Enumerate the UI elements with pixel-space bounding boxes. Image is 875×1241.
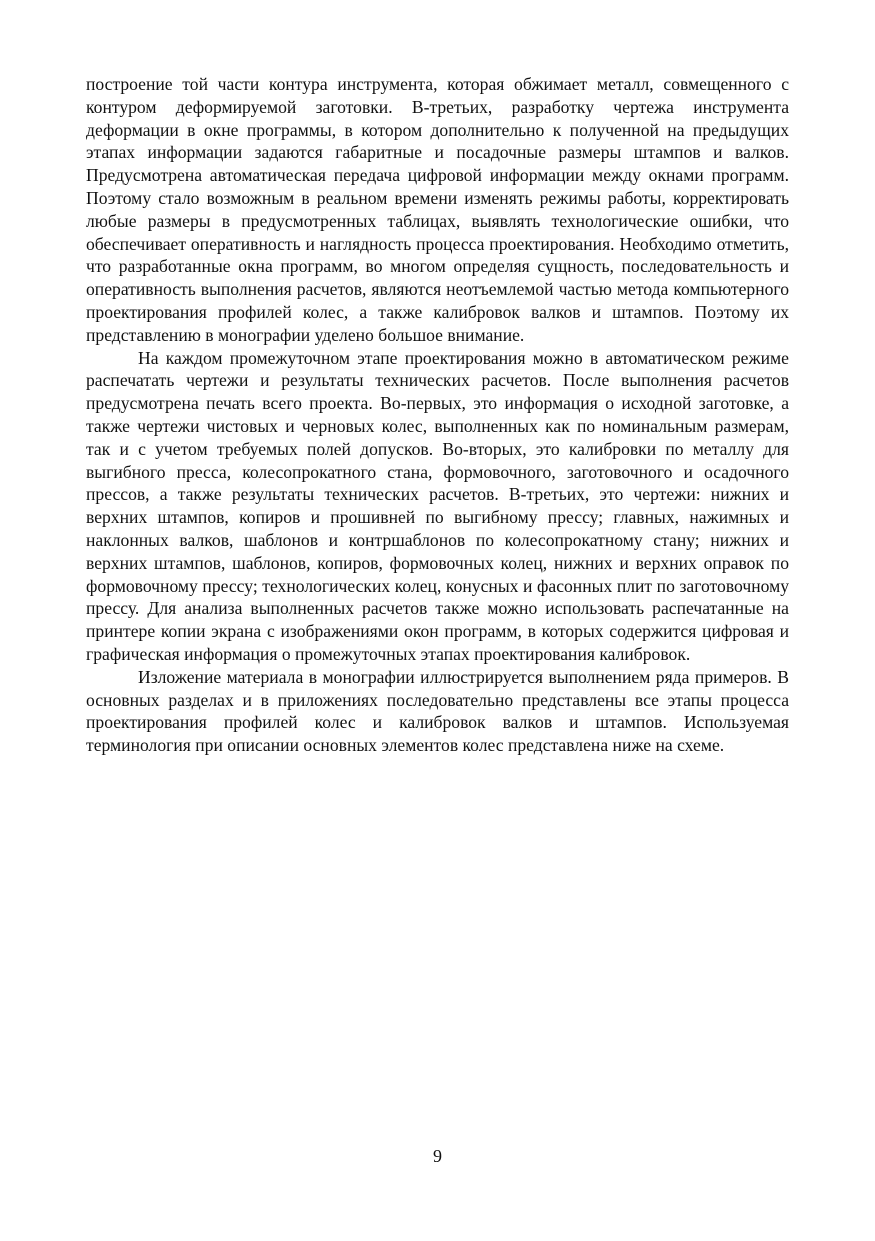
- paragraph-2: На каждом промежуточном этапе проектирования можно в автоматическом режиме распечатать чертежи и результаты технических расчетов. После выполнения расчетов предусмотрена печать всего проекта. Во-первых, это информация о исходной заготовке, а также чертежи чистовых и черновых колес, выполненных как по номинальным размерам, так и с учетом требуемых полей допусков. Во-вторых, это калибровки по металлу для выгибного пресса, колесопрокатного стана, формовочного, заготовочного и осадочного прессов, а также результаты технических расчетов. В-третьих, это чертежи: нижних и верхних штампов, копиров и прошивней по выгибному прессу; главных, нажимных и наклонных валков, шаблонов и контршаблонов по колесопрокатному стану; нижних и верхних штампов, шаблонов, копиров, формовочных колец, нижних и верхних оправок по формовочному прессу; технологических колец, конусных и фасонных плит по заготовочному прессу. Для анализа выполненных расчетов также можно использовать распечатанные на принтере копии экрана с изображениями окон программ, в которых содержится цифровая и графическая информация о промежуточных этапах проектирования калибровок.: [86, 347, 789, 664]
- paragraph-3: Изложение материала в монографии иллюстрируется выполнением ряда примеров. В основных разделах и в приложениях последовательно представлены все этапы процесса проектирования профилей колес и калибровок валков и штампов. Используемая терминология при описании основных элементов колес представлена ниже на схеме.: [86, 666, 789, 756]
- body-text: [86, 73, 789, 757]
- paragraph-1: построение той части контура инструмента, которая обжимает металл, совмещенного с контуром деформируемой заготовки. В-третьих, разработку чертежа инструмента деформации в окне программы, в котором дополнительно к полученной на предыдущих этапах информации задаются габаритные и посадочные размеры штампов и валков. Предусмотрена автоматическая передача цифровой информации между окнами программ. Поэтому стало возможным в реальном времени изменять режимы работы, корректировать любые размеры в предусмотренных таблицах, выявлять технологические ошибки, что обеспечивает оперативность и наглядность процесса проектирования. Необходимо отметить, что разработанные окна программ, во многом определяя сущность, последовательность и оперативность выполнения расчетов, являются неотъемлемой частью метода компьютерного проектирования профилей колес, а также калибровок валков и штампов. Поэтому их представлению в монографии уделено большое внимание.: [86, 74, 789, 345]
- page-number: 9: [433, 1146, 442, 1166]
